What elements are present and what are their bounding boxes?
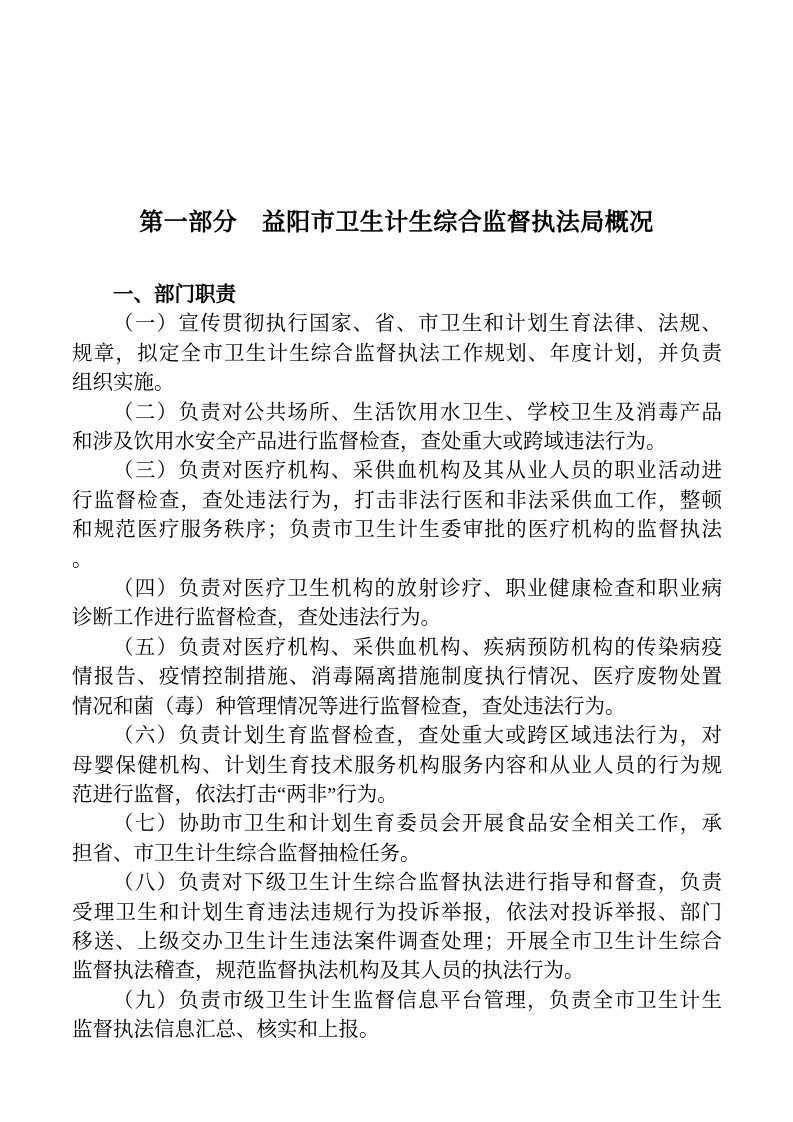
paragraph-line: （三）负责对医疗机构、采供血机构及其从业人员的职业活动进 xyxy=(113,460,722,483)
section-heading: 一、部门职责 xyxy=(113,284,236,306)
paragraph-line: 情况和菌（毒）种管理情况等进行监督检查，查处违法行为。 xyxy=(72,695,626,718)
body-paragraph xyxy=(72,634,722,722)
paragraph-line: 情报告、疫情控制措施、消毒隔离措施制度执行情况、医疗废物处置 xyxy=(72,666,722,689)
paragraph-line: 规章，拟定全市卫生计生综合监督执法工作规划、年度计划，并负责 xyxy=(72,342,722,365)
document-title: 第一部分 益阳市卫生计生综合监督执法局概况 xyxy=(139,210,654,236)
paragraph-line: 行监督检查，查处违法行为，打击非法行医和非法采供血工作，整顿 xyxy=(72,489,722,512)
paragraph-line: 监督执法信息汇总、核实和上报。 xyxy=(72,1019,380,1042)
paragraph-line: （一）宣传贯彻执行国家、省、市卫生和计划生育法律、法规、 xyxy=(113,313,722,336)
paragraph-line: （六）负责计划生育监督检查，查处重大或跨区域违法行为，对 xyxy=(113,725,722,748)
paragraph-line: 母婴保健机构、计划生育技术服务机构服务内容和从业人员的行为规 xyxy=(72,754,722,777)
body-paragraph xyxy=(72,722,722,810)
paragraph-line: 。 xyxy=(72,548,93,571)
paragraph-line: 组织实施。 xyxy=(72,372,175,395)
body-paragraph xyxy=(72,399,722,458)
paragraph-line: （五）负责对医疗机构、采供血机构、疾病预防机构的传染病疫 xyxy=(113,636,722,659)
paragraph-line: 移送、上级交办卫生计生违法案件调查处理；开展全市卫生计生综合 xyxy=(72,930,722,953)
paragraph-line: （九）负责市级卫生计生监督信息平台管理，负责全市卫生计生 xyxy=(113,989,722,1012)
body-paragraph xyxy=(72,869,722,987)
paragraph-line: （四）负责对医疗卫生机构的放射诊疗、职业健康检查和职业病 xyxy=(113,578,722,601)
paragraph-line: （二）负责对公共场所、生活饮用水卫生、学校卫生及消毒产品 xyxy=(113,401,722,424)
paragraph-line: 受理卫生和计划生育违法违规行为投诉举报，依法对投诉举报、部门 xyxy=(72,901,722,924)
paragraph-line: 范进行监督，依法打击“两非”行为。 xyxy=(72,783,398,806)
document-body xyxy=(72,281,722,1046)
paragraph-line: 和规范医疗服务秩序；负责市卫生计生委审批的医疗机构的监督执法 xyxy=(72,519,722,542)
body-paragraph xyxy=(72,575,722,634)
body-paragraph xyxy=(72,457,722,575)
paragraph-line: （八）负责对下级卫生计生综合监督执法进行指导和督查，负责 xyxy=(113,872,722,895)
paragraph-line: 担省、市卫生计生综合监督抽检任务。 xyxy=(72,842,421,865)
body-paragraph xyxy=(72,810,722,869)
paragraph-line: 诊断工作进行监督检查，查处违法行为。 xyxy=(72,607,441,630)
body-paragraph xyxy=(72,310,722,398)
paragraph-line: 监督执法稽查，规范监督执法机构及其人员的执法行为。 xyxy=(72,960,585,983)
paragraph-line: 和涉及饮用水安全产品进行监督检查，查处重大或跨域违法行为。 xyxy=(72,431,667,454)
paragraph-list xyxy=(72,310,722,1045)
body-paragraph xyxy=(72,987,722,1046)
paragraph-line: （七）协助市卫生和计划生育委员会开展食品安全相关工作，承 xyxy=(113,813,722,836)
